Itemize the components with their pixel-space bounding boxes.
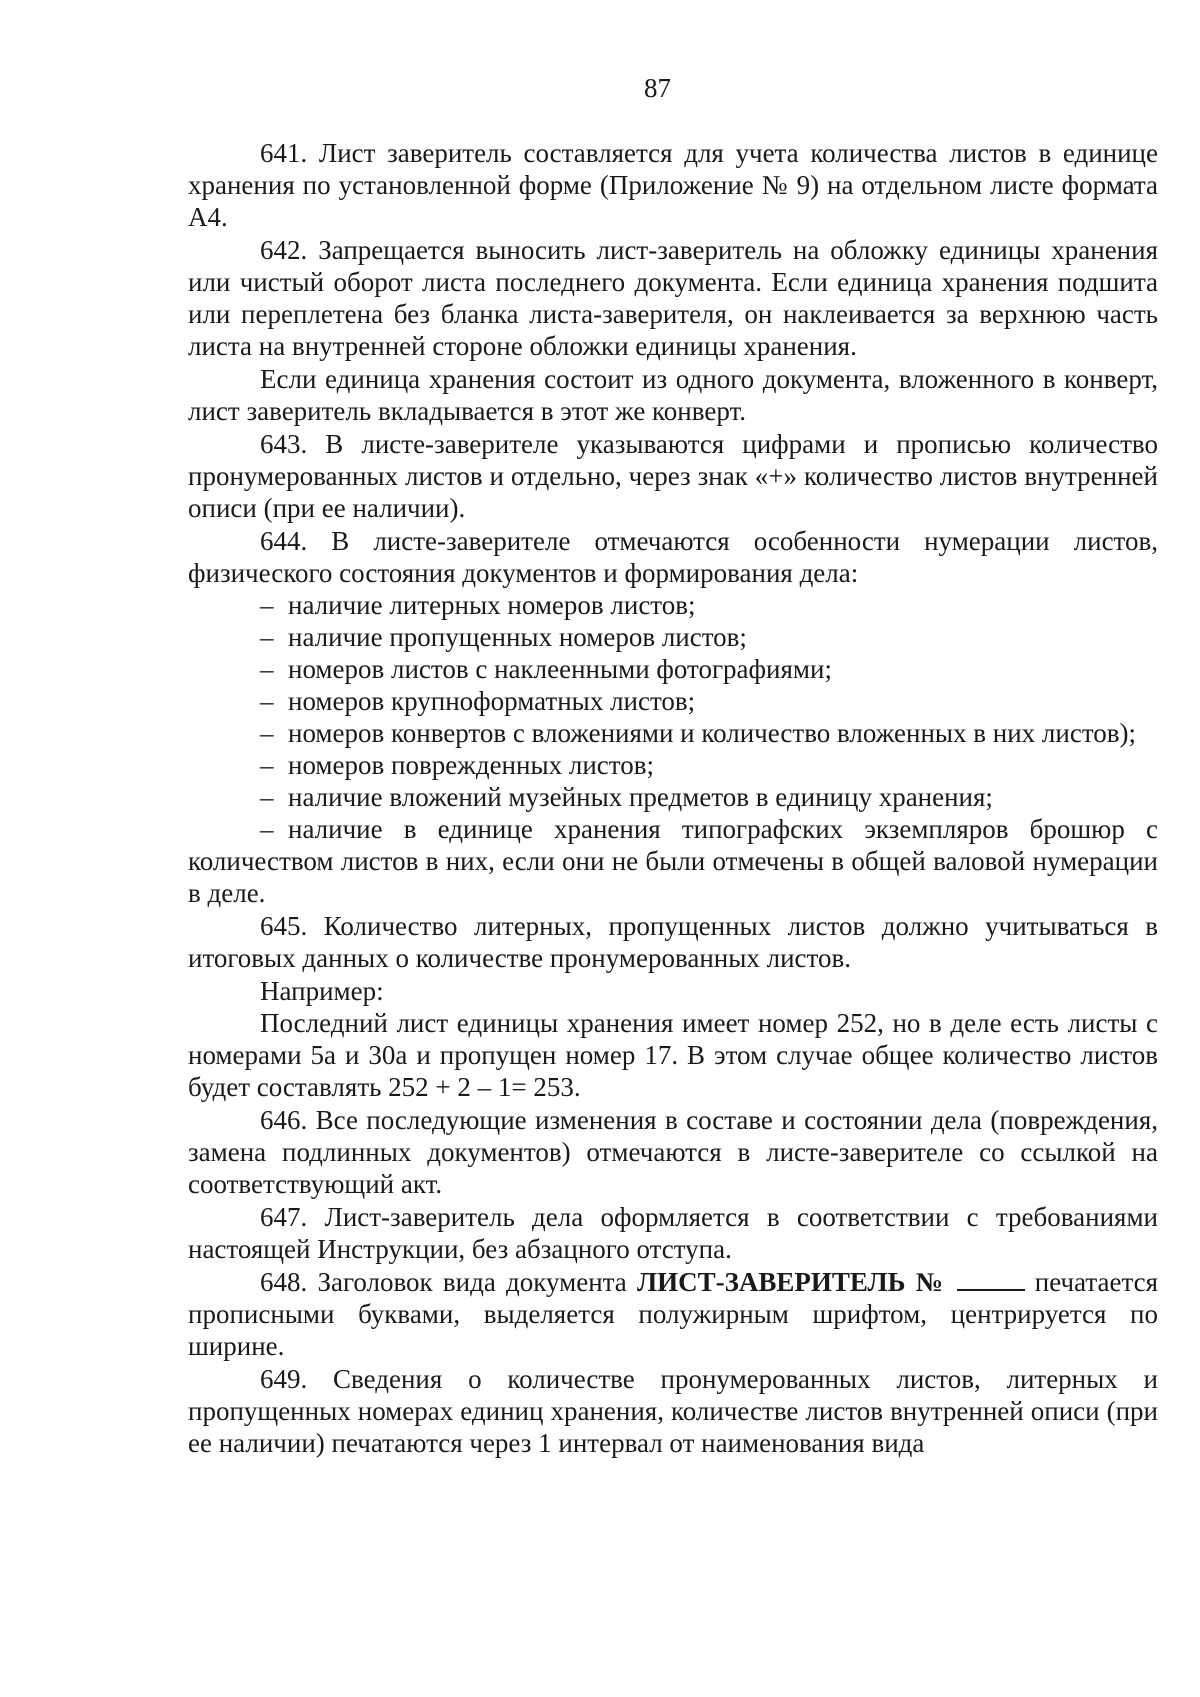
list-item: – номеров поврежденных листов;	[260, 750, 654, 780]
page-number: 87	[644, 73, 671, 103]
paragraph-645: 645. Количество литерных, пропущенных листов должно учитываться в итоговых данных о количестве пронумерованных листов.	[188, 911, 1158, 973]
example-text: Последний лист единицы хранения имеет номер 252, но в деле есть листы с номерами 5а и 30а и пропущен номер 17. В этом случае общее количество листов будет составлять 252 + 2 – 1= 253.	[188, 1008, 1158, 1102]
paragraph-641: 641. Лист заверитель составляется для учета количества листов в единице хранения по установленной форме (Приложение № 9) на отдельном листе формата А4.	[188, 138, 1158, 232]
document-body	[188, 137, 1158, 1459]
list-marker: –	[260, 654, 274, 684]
list-item: – наличие пропущенных номеров листов;	[260, 622, 747, 652]
list-marker: –	[260, 814, 274, 844]
list-marker: –	[260, 718, 274, 748]
features-list	[188, 589, 1158, 909]
paragraph-642-envelope: Если единица хранения состоит из одного документа, вложенного в конверт, лист заверитель вкладывается в этот же конверт.	[188, 364, 1158, 426]
list-marker: –	[260, 782, 274, 812]
paragraph-646: 646. Все последующие изменения в составе и состоянии дела (повреждения, замена подлинных документов) отмечаются в листе-заверителе со ссылкой на соответствующий акт.	[188, 1105, 1158, 1199]
list-item: – наличие вложений музейных предметов в единицу хранения;	[260, 782, 993, 812]
paragraph-643: 643. В листе-заверителе указываются цифрами и прописью количество пронумерованных листов и отдельно, через знак «+» количество листов внутренней описи (при ее наличии).	[188, 429, 1158, 523]
paragraph-647: 647. Лист-заверитель дела оформляется в соответствии с требованиями настоящей Инструкции, без абзацного отступа.	[188, 1202, 1158, 1264]
paragraph-644: 644. В листе-заверителе отмечаются особенности нумерации листов, физического состояния документов и формирования дела:	[188, 526, 1158, 588]
paragraph-642: 642. Запрещается выносить лист-заверитель на обложку единицы хранения или чистый оборот листа последнего документа. Если единица хранения подшита или переплетена без бланка листа-заверителя, он наклеивается за верхнюю часть листа на внутренней стороне обложки единицы хранения.	[188, 235, 1158, 361]
number-blank-line	[957, 1267, 1025, 1291]
list-item: – наличие в единице хранения типографских экземпляров брошюр с количеством листов в них, если они не были отмечены в общей валовой нумерации в деле.	[188, 814, 1158, 908]
list-item: – номеров крупноформатных листов;	[260, 686, 696, 716]
paragraph-648: 648. Заголовок вида документа ЛИСТ-ЗАВЕРИТЕЛЬ № печатается прописными буквами, выделяется полужирным шрифтом, центрируется по ширине.	[188, 1267, 1158, 1361]
list-item: – номеров конвертов с вложениями и количество вложенных в них листов);	[260, 718, 1137, 748]
heading-sample: ЛИСТ-ЗАВЕРИТЕЛЬ №	[636, 1267, 947, 1297]
list-marker: –	[260, 686, 274, 716]
paragraph-649: 649. Сведения о количестве пронумерованных листов, литерных и пропущенных номерах единиц хранения, количестве листов внутренней описи (при ее наличии) печатаются через 1 интервал от наименования вида	[188, 1364, 1158, 1458]
list-marker: –	[260, 622, 274, 652]
example-label: Например:	[260, 976, 384, 1006]
list-marker: –	[260, 750, 274, 780]
list-item: – наличие литерных номеров листов;	[260, 590, 696, 620]
list-marker: –	[260, 590, 274, 620]
list-item: – номеров листов с наклеенными фотографиями;	[260, 654, 832, 684]
